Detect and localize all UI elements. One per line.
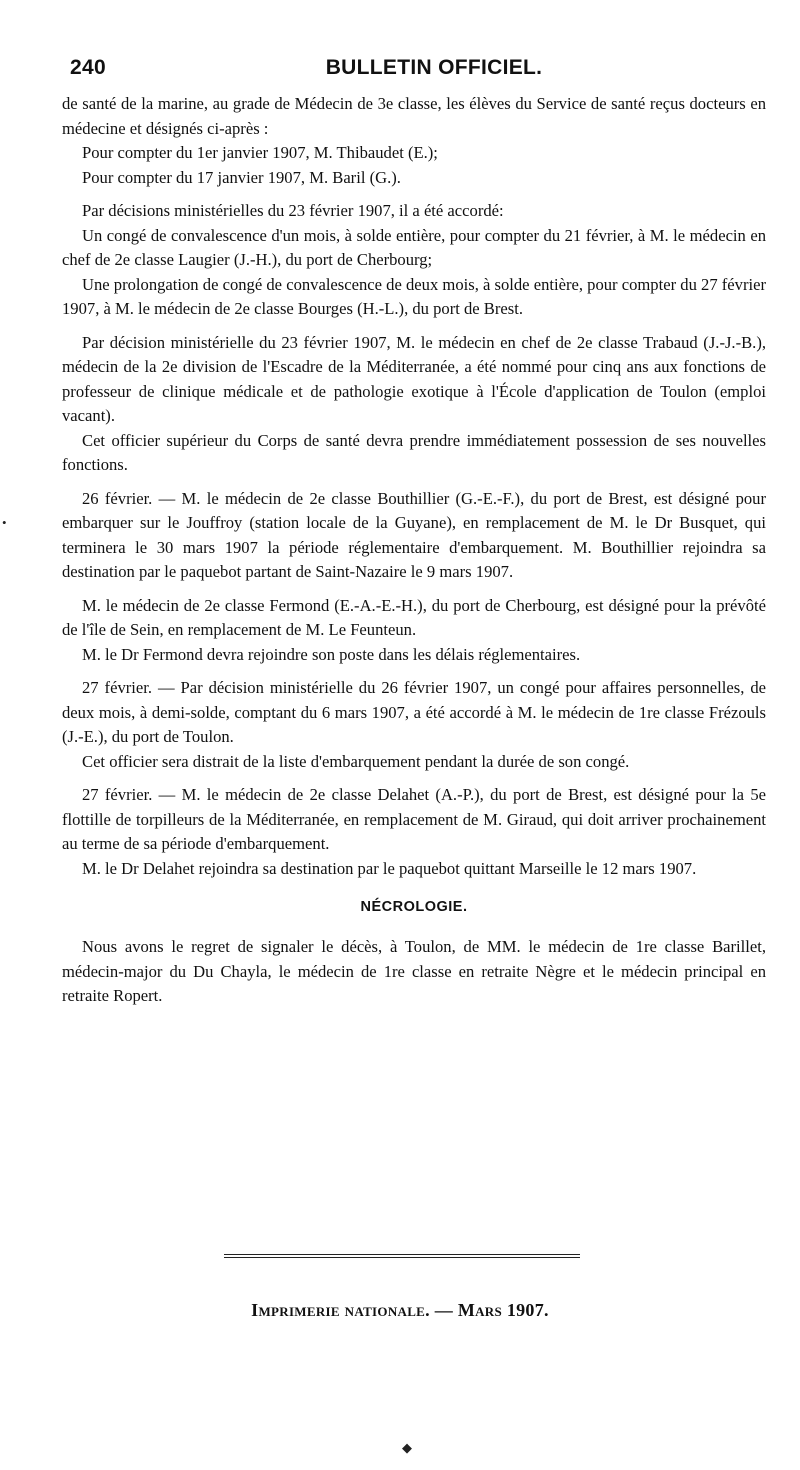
section-fermond	[62, 594, 766, 668]
margin-bullet-icon: •	[2, 515, 7, 530]
section-nominations	[62, 92, 766, 190]
paragraph: 26 février. — M. le médecin de 2e classe Bouthillier (G.-E.-F.), du port de Brest, est désigné pour embarquer sur le Jouffroy (station locale de la Guyane), en remplacement de M. le Dr Busquet, qui terminera le 30 mars 1907 la période réglementaire d'embarquement. M. Bouthillier rejoindra sa destination par le paquebot partant de Saint-Nazaire le 9 mars 1907.	[62, 488, 766, 581]
paragraph: Cet officier sera distrait de la liste d'embarquement pendant la durée de son congé.	[82, 751, 630, 771]
paragraph: Pour compter du 17 janvier 1907, M. Baril (G.).	[82, 167, 401, 187]
paragraph: M. le Dr Delahet rejoindra sa destination par le paquebot quittant Marseille le 12 mars 1907.	[82, 858, 697, 878]
section-trabaud	[62, 331, 766, 478]
imprint-line	[0, 1300, 800, 1321]
imprint-text: Imprimerie nationale. — Mars 1907.	[251, 1300, 549, 1320]
paragraph: de santé de la marine, au grade de Médecin de 3e classe, les élèves du Service de santé reçus docteurs en médecine et désignés ci-après :	[62, 94, 766, 138]
footer-rule	[224, 1254, 580, 1255]
page-header	[62, 52, 766, 92]
paragraph: Un congé de convalescence d'un mois, à solde entière, pour compter du 21 février, à M. le médecin en chef de 2e classe Laugier (J.-H.), du port de Cherbourg;	[62, 225, 766, 269]
section-27-fevrier-frezouls	[62, 676, 766, 774]
paragraph: Par décisions ministérielles du 23 février 1907, il a été accordé:	[82, 201, 504, 220]
paragraph: 27 février. — Par décision ministérielle du 26 février 1907, un congé pour affaires personnelles, de deux mois, à demi-solde, comptant du 6 mars 1907, a été accordé à M. le médecin de 1re classe Frézouls (J.-E.), du port de Toulon.	[62, 678, 766, 746]
section-conges	[62, 199, 766, 322]
page-number: 240	[70, 56, 106, 79]
section-27-fevrier-delahet	[62, 783, 766, 881]
footer-rule	[224, 1257, 580, 1258]
paragraph: 27 février. — M. le médecin de 2e classe Delahet (A.-P.), du port de Brest, est désigné pour la 5e flottille de torpilleurs de la Méditerranée, en remplacement de M. Giraud, qui doit arriver prochainement au terme de sa période d'embarquement.	[62, 785, 766, 853]
paragraph: M. le Dr Fermond devra rejoindre son poste dans les délais réglementaires.	[82, 644, 581, 664]
ink-speck-icon: ◆	[402, 1440, 412, 1455]
paragraph: Cet officier supérieur du Corps de santé devra prendre immédiatement possession de ses nouvelles fonctions.	[62, 430, 766, 474]
running-head: BULLETIN OFFICIEL.	[325, 56, 543, 79]
paragraph: M. le médecin de 2e classe Fermond (E.-A.-E.-H.), du port de Cherbourg, est désigné pour la prévôté de l'île de Sein, en remplacement de M. Le Feunteun.	[62, 595, 766, 639]
necrologie-paragraph: Nous avons le regret de signaler le décès, à Toulon, de MM. le médecin de 1re classe Barillet, médecin-major du Du Chayla, le médecin de 1re classe en retraite Nègre et le médecin principal en retraite Ropert.	[62, 937, 766, 1005]
paragraph: Une prolongation de congé de convalescence de deux mois, à solde entière, pour compter du 27 février 1907, à M. le médecin de 2e classe Bourges (H.-L.), du port de Brest.	[62, 274, 766, 318]
necrologie-heading: NÉCROLOGIE.	[360, 899, 468, 915]
document-page	[62, 52, 766, 1009]
paragraph: Pour compter du 1er janvier 1907, M. Thibaudet (E.);	[82, 143, 438, 162]
section-26-fevrier	[62, 487, 766, 585]
paragraph: Par décision ministérielle du 23 février 1907, M. le médecin en chef de 2e classe Trabaud (J.-J.-B.), médecin de la 2e division de l'Escadre de la Méditerranée, a été nommé pour cinq ans aux fonctions de professeur de clinique médicale et de pathologie exotique à l'École d'application de Toulon (emploi vacant).	[62, 332, 766, 425]
